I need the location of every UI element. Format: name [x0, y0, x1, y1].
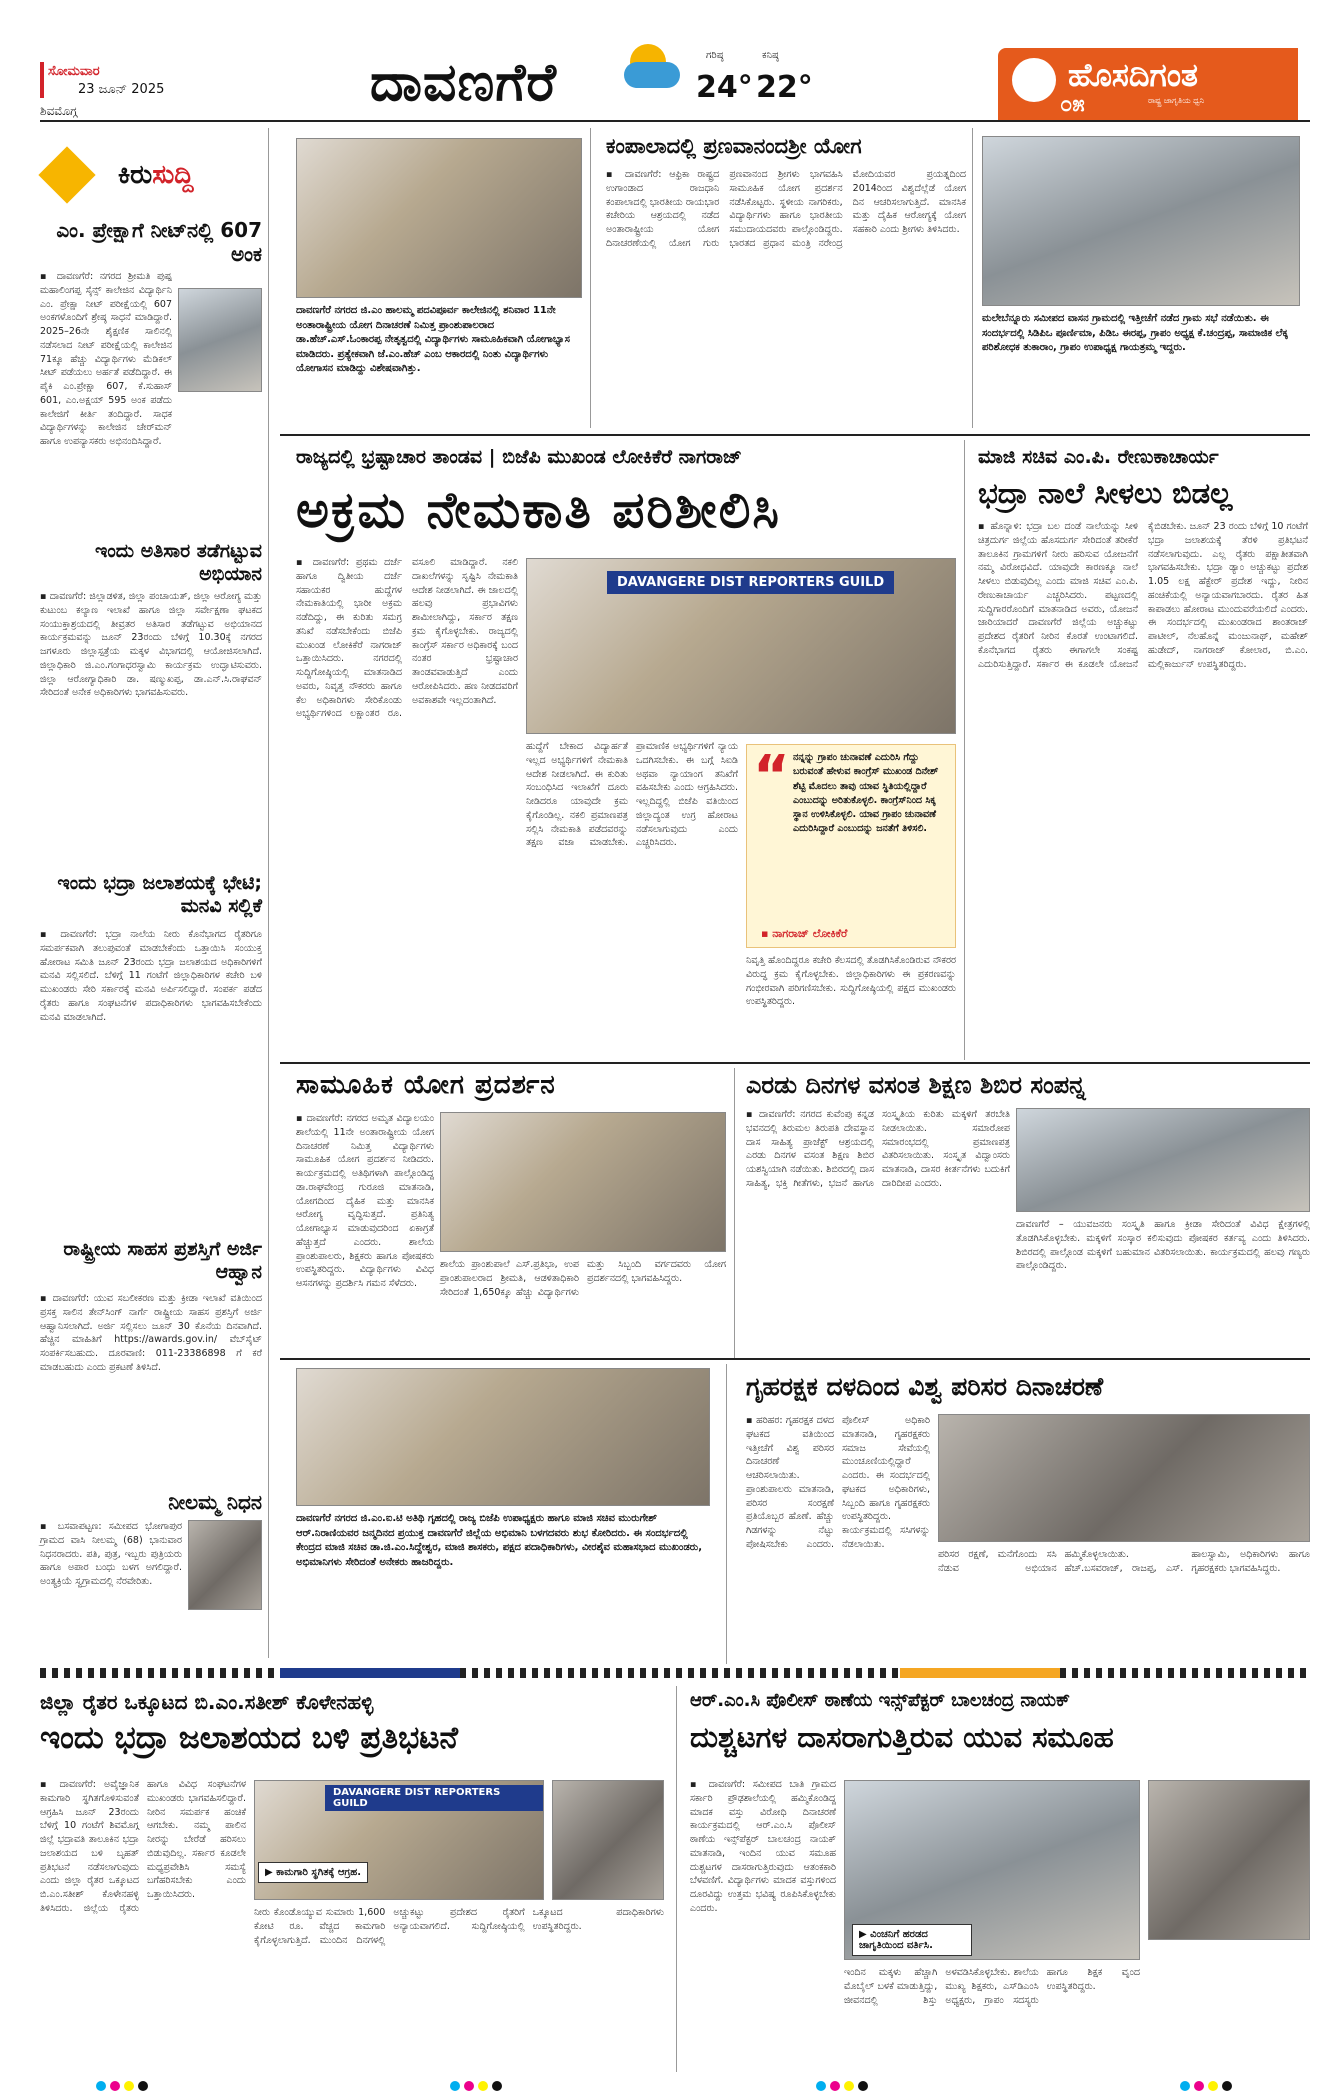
kampala-title: ಕಂಪಾಲಾದಲ್ಲಿ ಪ್ರಣವಾನಂದಶ್ರೀ ಯೋಗ: [606, 134, 862, 158]
section-rule: [280, 434, 1310, 436]
police-photo-label: ▶ ವಿಂಚನಿಗೆ ಹರಡದ ಜಾಗೃತಿಯಿಂದ ವರ್ತಿಸಿ.: [852, 1924, 972, 1956]
lamp-icon: [1012, 58, 1056, 102]
page-title: ದಾವಣಗೆರೆ: [370, 52, 558, 113]
print-registration-marks: [450, 2076, 506, 2095]
gram-sabha-photo: [982, 136, 1300, 306]
decor-bar-blue: [280, 1668, 460, 1678]
birthday-photo: [296, 1368, 710, 1506]
story-body: ▪ ದಾವಣಗೆರೆ: ಯುವ ಸಬಲೀಕರಣ ಮತ್ತು ಕ್ರೀಡಾ ಇಲಾಖೆ ವತಿಯಿಂದ ಪ್ರಸಕ್ತ ಸಾಲಿನ ತೇನ್‌ಸಿಂಗ್ ನಾರ್ಗೆ ರಾಷ್ಟ್ರೀಯ ಸಾಹಸ ಪ್ರಶಸ್ತಿಗೆ ಅರ್ಜಿ ಆಹ್ವಾನಿಸಲಾಗಿದೆ. ಅರ್ಜಿ ಸಲ್ಲಿಸಲು ಜೂನ್ 30 ಕೊನೆಯ ದಿನವಾಗಿದೆ. ಹೆಚ್ಚಿನ ಮಾಹಿತಿಗೆ https://awards.gov.in/ ವೆಬ್‌ಸೈಟ್ ಸಂಪರ್ಕಿಸಬಹುದು. ದೂರವಾಣಿ: 011-23386898 ಗೆ ಕರೆ ಮಾಡಬಹುದು ಎಂದು ಪ್ರಕಟಣೆ ತಿಳಿಸಿದೆ.: [40, 1293, 262, 1373]
farmers-body-2: ನೀರು ಕೊಂಡೊಯ್ಯುವ ಸುಮಾರು 1,600 ಕೋಟಿ ರೂ. ವೆಚ್ಚದ ಕಾಮಗಾರಿ ಕೈಗೊಳ್ಳಲಾಗುತ್ತಿದೆ. ಮುಂದಿನ ದಿನಗಳಲ್ಲಿ ಅಚ್ಚುಕಟ್ಟು ಪ್ರದೇಶದ ರೈತರಿಗೆ ಅನ್ಯಾಯವಾಗಲಿದೆ. ಸುದ್ದಿಗೋಷ್ಠಿಯಲ್ಲಿ ಒಕ್ಕೂಟದ ಪದಾಧಿಕಾರಿಗಳು ಉಪಸ್ಥಿತರಿದ್ದರು.: [254, 1907, 664, 1946]
column-divider: [734, 1068, 735, 1358]
column-divider: [726, 1364, 727, 1664]
decor-stripe: [460, 1668, 900, 1678]
header-rule: [40, 120, 1310, 122]
yoga-caption: ದಾವಣಗೆರೆ ನಗರದ ಜಿ.ಎಂ ಹಾಲಮ್ಮ ಪದವಿಪೂರ್ವ ಕಾಲೇಜಿನಲ್ಲಿ ಶನಿವಾರ 11ನೇ ಅಂತಾರಾಷ್ಟ್ರೀಯ ಯೋಗ ದಿನಾಚರಣೆ ನಿಮಿತ್ತ ಪ್ರಾಂಶುಪಾಲರಾದ ಡಾ.ಹೆಚ್.ಎಸ್.ಓಂಕಾರಪ್ಪ ನೇತೃತ್ವದಲ್ಲಿ ವಿದ್ಯಾರ್ಥಿಗಳು ಸಾಮೂಹಿಕವಾಗಿ ಯೋಗಾಭ್ಯಾಸ ಮಾಡಿದರು. ಪ್ರತ್ಯೇಕವಾಗಿ ಜೆ.ಎಂ.ಹೆಚ್ ಎಂಬ ಆಕಾರದಲ್ಲಿ ನಿಂತು ವಿದ್ಯಾರ್ಥಿಗಳು ಯೋಗಾಸನ ಮಾಡಿದ್ದು ವಿಶೇಷವಾಗಿತ್ತು.: [296, 305, 570, 374]
lead-body: ನಿವೃತ್ತಿ ಹೊಂದಿದ್ದರೂ ಕಚೇರಿ ಕೆಲಸದಲ್ಲಿ ತೊಡಗಿಸಿಕೊಂಡಿರುವ ನೌಕರರ ವಿರುದ್ಧ ಕ್ರಮ ಕೈಗೊಳ್ಳಬೇಕು. ಜಿಲ್ಲಾಧಿಕಾರಿಗಳು ಈ ಪ್ರಕರಣವನ್ನು ಗಂಭೀರವಾಗಿ ಪರಿಗಣಿಸಬೇಕು. ಸುದ್ದಿಗೋಷ್ಠಿಯಲ್ಲಿ ಪಕ್ಷದ ಮುಖಂಡರು ಉಪಸ್ಥಿತರಿದ್ದರು.: [746, 955, 956, 1008]
masthead: [0, 0, 1339, 120]
camp-title: ಎರಡು ದಿನಗಳ ವಸಂತ ಶಿಕ್ಷಣ ಶಿಬಿರ ಸಂಪನ್ನ: [746, 1070, 1086, 1099]
lead-body: ಹುದ್ದೆಗೆ ಬೇಕಾದ ವಿದ್ಯಾರ್ಹತೆ ಇಲ್ಲದ ಅಭ್ಯರ್ಥಿಗಳಿಗೆ ನೇಮಕಾತಿ ಆದೇಶ ನೀಡಲಾಗಿದೆ. ಈ ಕುರಿತು ಸಂಬಂಧಿಸಿದ ಇಲಾಖೆಗೆ ದೂರು ನೀಡಿದರೂ ಯಾವುದೇ ಕ್ರಮ ಕೈಗೊಂಡಿಲ್ಲ. ನಕಲಿ ಪ್ರಮಾಣಪತ್ರ ಸಲ್ಲಿಸಿ ನೇಮಕಾತಿ ಪಡೆದವರನ್ನು ತಕ್ಷಣ ವಜಾ ಮಾಡಬೇಕು. ಪ್ರಾಮಾಣಿಕ ಅಭ್ಯರ್ಥಿಗಳಿಗೆ ನ್ಯಾಯ ಒದಗಿಸಬೇಕು. ಈ ಬಗ್ಗೆ ಸಿಐಡಿ ಅಥವಾ ನ್ಯಾಯಾಂಗ ತನಿಖೆಗೆ ವಹಿಸಬೇಕು ಎಂದು ಆಗ್ರಹಿಸಿದರು. ಇಲ್ಲದಿದ್ದಲ್ಲಿ ಬಿಜೆಪಿ ವತಿಯಿಂದ ಜಿಲ್ಲಾದ್ಯಂತ ಉಗ್ರ ಹೋರಾಟ ನಡೆಸಲಾಗುವುದು ಎಂದು ಎಚ್ಚರಿಸಿದರು.: [526, 741, 738, 849]
decor-stripe: [40, 1668, 280, 1678]
print-registration-marks: [1180, 2076, 1236, 2095]
kiru-suddi-logo: [40, 148, 260, 204]
mass-yoga-title: ಸಾಮೂಹಿಕ ಯೋಗ ಪ್ರದರ್ಶನ: [296, 1070, 556, 1100]
cloud-icon: [624, 62, 680, 88]
env-body: ▪ ಹರಿಹರ: ಗೃಹರಕ್ಷಕ ದಳದ ಘಟಕದ ವತಿಯಿಂದ ಇತ್ತೀಚೆಗೆ ವಿಶ್ವ ಪರಿಸರ ದಿನಾಚರಣೆ ಆಚರಿಸಲಾಯಿತು. ಪ್ರಾಂಶುಪಾಲರು ಮಾತನಾಡಿ, ಪರಿಸರ ಸಂರಕ್ಷಣೆ ಪ್ರತಿಯೊಬ್ಬರ ಹೊಣೆ. ಹೆಚ್ಚು ಗಿಡಗಳನ್ನು ನೆಟ್ಟು ಪೋಷಿಸಬೇಕು ಎಂದರು. ಪೊಲೀಸ್ ಅಧಿಕಾರಿ ಮಾತನಾಡಿ, ಗೃಹರಕ್ಷಕರು ಸಮಾಜ ಸೇವೆಯಲ್ಲಿ ಮುಂಚೂಣಿಯಲ್ಲಿದ್ದಾರೆ ಎಂದರು. ಈ ಸಂದರ್ಭದಲ್ಲಿ ಘಟಕದ ಅಧಿಕಾರಿಗಳು, ಸಿಬ್ಬಂದಿ ಹಾಗೂ ಗೃಹರಕ್ಷಕರು ಉಪಸ್ಥಿತರಿದ್ದರು. ಕಾರ್ಯಕ್ರಮದಲ್ಲಿ ಸಸಿಗಳನ್ನು ನೆಡಲಾಯಿತು.: [746, 1415, 930, 1550]
renuka-headline: ಭದ್ರಾ ನಾಲೆ ಸೀಳಲು ಬಿಡಲ್ಲ: [978, 476, 1233, 510]
obituary-body: ▪ ಬಸವಾಪಟ್ಟಣ: ಸಮೀಪದ ಭೋಗಾಪುರ ಗ್ರಾಮದ ವಾಸಿ ನೀಲಮ್ಮ (68) ಭಾನುವಾರ ನಿಧನರಾದರು. ಪತಿ, ಪುತ್ರ, ಇಬ್ಬರು ಪುತ್ರಿಯರು ಹಾಗೂ ಅಪಾರ ಬಂಧು ಬಳಗ ಅಗಲಿದ್ದಾರೆ. ಅಂತ್ಯಕ್ರಿಯೆ ಸ್ವಗ್ರಾಮದಲ್ಲಿ ನೆರವೇರಿತು.: [40, 1521, 182, 1588]
yoga-photo: [296, 138, 582, 298]
lead-kicker: ರಾಜ್ಯದಲ್ಲಿ ಭ್ರಷ್ಟಾಚಾರ ತಾಂಡವ | ಬಿಜೆಪಿ ಮುಖಂಡ ಲೋಕಿಕೆರೆ ನಾಗರಾಜ್: [296, 446, 742, 468]
pointing-hand-icon: [38, 146, 95, 203]
reporters-guild-banner: DAVANGERE DIST REPORTERS GUILD: [325, 1785, 543, 1811]
section-rule: [280, 1062, 1310, 1064]
reporters-guild-banner: DAVANGERE DIST REPORTERS GUILD: [607, 571, 894, 594]
print-registration-marks: [816, 2076, 872, 2095]
story-title: ಎಂ. ಪ್ರೇಕ್ಷಾಗೆ ನೀಟ್‌ನಲ್ಲಿ 607 ಅಂಕ: [56, 218, 262, 266]
kiru-label: ಕಿರು: [118, 160, 153, 190]
story-body: ▪ ದಾವಣಗೆರೆ: ಜಿಲ್ಲಾಡಳಿತ, ಜಿಲ್ಲಾ ಪಂಚಾಯತ್, ಜಿಲ್ಲಾ ಆರೋಗ್ಯ ಮತ್ತು ಕುಟುಂಬ ಕಲ್ಯಾಣ ಇಲಾಖೆ ಹಾಗೂ ಜಿಲ್ಲಾ ಸರ್ವೇಕ್ಷಣಾ ಘಟಕದ ಸಂಯುಕ್ತಾಶ್ರಯದಲ್ಲಿ ತೀವ್ರತರ ಅತಿಸಾರ ತಡೆಗಟ್ಟುವ ಅಭಿಯಾನದ ಕಾರ್ಯಕ್ರಮವನ್ನು ಜೂನ್ 23ರಂದು ಬೆಳಿಗ್ಗೆ 10.30ಕ್ಕೆ ನಗರದ ಜಗಳೂರು ಜಿಲ್ಲಾಸ್ಪತ್ರೆಯ ಮಕ್ಕಳ ವಿಭಾಗದಲ್ಲಿ ಆಯೋಜಿಸಲಾಗಿದೆ. ಜಿಲ್ಲಾಧಿಕಾರಿ ಜಿ.ಎಂ.ಗಂಗಾಧರಸ್ವಾಮಿ ಕಾರ್ಯಕ್ರಮ ಉದ್ಘಾಟಿಸುವರು. ಜಿಲ್ಲಾ ಆರೋಗ್ಯಾಧಿಕಾರಿ ಡಾ. ಷಣ್ಮುಖಪ್ಪ, ಡಾ.ಎನ್.ಸಿ.ರಾಘವನ್ ಸೇರಿದಂತೆ ಅನೇಕ ಅಧಿಕಾರಿಗಳು ಭಾಗವಹಿಸುವರು.: [40, 591, 262, 699]
min-temp: 22°: [756, 70, 813, 105]
page-number: ೦೫: [1060, 92, 1085, 117]
gram-sabha-caption: ಮಲೇಬೆನ್ನೂರು ಸಮೀಪದ ವಾಸನ ಗ್ರಾಮದಲ್ಲಿ ಇತ್ತೀಚೆಗೆ ನಡೆದ ಗ್ರಾಮ ಸಭೆ ನಡೆಯಿತು. ಈ ಸಂದರ್ಭದಲ್ಲಿ ಸಿಡಿಪಿಒ ಪೂರ್ಣಿಮಾ, ಪಿಡಿಒ ಈರಪ್ಪ, ಗ್ರಾಪಂ ಅಧ್ಯಕ್ಷ ಕೆ.ಚಂದ್ರಪ್ಪ, ಸಾಮಾಜಿಕ ಲೆಕ್ಕ ಪರಿಶೋಧಕ ತುಕಾರಾಂ, ಗ್ರಾಪಂ ಉಪಾಧ್ಯಕ್ಷ ಗಾಯತ್ರಮ್ಮ ಇದ್ದರು.: [982, 313, 1288, 353]
print-registration-marks: [96, 2076, 152, 2095]
suddi-label: ಸುದ್ದಿ: [152, 160, 194, 190]
column-divider: [964, 440, 965, 1060]
max-temp: 24°: [696, 70, 753, 105]
story-title: ಇಂದು ಭದ್ರಾ ಜಲಾಶಯಕ್ಕೆ ಭೇಟಿ; ಮನವಿ ಸಲ್ಲಿಕೆ: [57, 872, 262, 917]
max-temp-label: ಗರಿಷ್ಠ: [706, 50, 724, 61]
camp-photo: [1016, 1108, 1310, 1212]
column-divider: [268, 128, 269, 1658]
kampala-body: ▪ ದಾವಣಗೆರೆ: ಆಫ್ರಿಕಾ ರಾಷ್ಟ್ರದ ಉಗಾಂಡಾದ ರಾಜಧಾನಿ ಕಂಪಾಲಾದಲ್ಲಿ ಭಾರತೀಯ ರಾಯಭಾರ ಕಚೇರಿಯ ಆಶ್ರಯದಲ್ಲಿ ನಡೆದ ಅಂತಾರಾಷ್ಟ್ರೀಯ ಯೋಗ ದಿನಾಚರಣೆಯಲ್ಲಿ ಯೋಗ ಗುರು ಪ್ರಣವಾನಂದ ಶ್ರೀಗಳು ಭಾಗವಹಿಸಿ ಸಾಮೂಹಿಕ ಯೋಗ ಪ್ರದರ್ಶನ ನಡೆಸಿಕೊಟ್ಟರು. ಸ್ಥಳೀಯ ನಾಗರಿಕರು, ವಿದ್ಯಾರ್ಥಿಗಳು ಹಾಗೂ ಭಾರತೀಯ ಸಮುದಾಯದವರು ಪಾಲ್ಗೊಂಡಿದ್ದರು. ಭಾರತದ ಪ್ರಧಾನ ಮಂತ್ರಿ ನರೇಂದ್ರ ಮೋದಿಯವರ ಪ್ರಯತ್ನದಿಂದ 2014ರಿಂದ ವಿಶ್ವದೆಲ್ಲೆಡೆ ಯೋಗ ದಿನ ಆಚರಿಸಲಾಗುತ್ತಿದೆ. ಮಾನಸಿಕ ಮತ್ತು ದೈಹಿಕ ಆರೋಗ್ಯಕ್ಕೆ ಯೋಗ ಸಹಕಾರಿ ಎಂದು ಶ್ರೀಗಳು ತಿಳಿಸಿದರು.: [606, 169, 966, 249]
farmers-photo-2: [552, 1780, 664, 1900]
pull-quote: [746, 744, 956, 948]
mass-yoga-body: ▪ ದಾವಣಗೆರೆ: ನಗರದ ಅಮೃತ ವಿದ್ಯಾಲಯಂ ಶಾಲೆಯಲ್ಲಿ 11ನೇ ಅಂತಾರಾಷ್ಟ್ರೀಯ ಯೋಗ ದಿನಾಚರಣೆ ನಿಮಿತ್ತ ವಿದ್ಯಾರ್ಥಿಗಳು ಸಾಮೂಹಿಕ ಯೋಗ ಪ್ರದರ್ಶನ ನೀಡಿದರು. ಕಾರ್ಯಕ್ರಮದಲ್ಲಿ ಅತಿಥಿಗಳಾಗಿ ಪಾಲ್ಗೊಂಡಿದ್ದ ಡಾ.ರಾಘವೇಂದ್ರ ಗುರೂಜಿ ಮಾತನಾಡಿ, ಯೋಗದಿಂದ ದೈಹಿಕ ಮತ್ತು ಮಾನಸಿಕ ಆರೋಗ್ಯ ವೃದ್ಧಿಸುತ್ತದೆ. ಪ್ರತಿನಿತ್ಯ ಯೋಗಾಭ್ಯಾಸ ಮಾಡುವುದರಿಂದ ಏಕಾಗ್ರತೆ ಹೆಚ್ಚುತ್ತದೆ ಎಂದರು. ಶಾಲೆಯ ಪ್ರಾಂಶುಪಾಲರು, ಶಿಕ್ಷಕರು ಹಾಗೂ ಪೋಷಕರು ಉಪಸ್ಥಿತರಿದ್ದರು. ವಿದ್ಯಾರ್ಥಿಗಳು ವಿವಿಧ ಆಸನಗಳನ್ನು ಪ್ರದರ್ಶಿಸಿ ಗಮನ ಸೆಳೆದರು.: [296, 1113, 434, 1290]
lead-headline: ಅಕ್ರಮ ನೇಮಕಾತಿ ಪರಿಶೀಲಿಸಿ: [296, 480, 781, 539]
renuka-body: ▪ ಹೊನ್ನಾಳಿ: ಭದ್ರಾ ಬಲ ದಂಡೆ ನಾಲೆಯನ್ನು ಸೀಳಿ ಚಿತ್ರದುರ್ಗ ಜಿಲ್ಲೆಯ ಹೊಸದುರ್ಗ ಸೇರಿದಂತೆ ತರೀಕೆರೆ ತಾಲೂಕಿನ ಗ್ರಾಮಗಳಿಗೆ ನೀರು ಹರಿಸುವ ಯೋಜನೆಗೆ ನಮ್ಮ ವಿರೋಧವಿದೆ. ಯಾವುದೇ ಕಾರಣಕ್ಕೂ ನಾಲೆ ಸೀಳಲು ಬಿಡುವುದಿಲ್ಲ ಎಂದು ಮಾಜಿ ಸಚಿವ ಎಂ.ಪಿ. ರೇಣುಕಾಚಾರ್ಯ ಎಚ್ಚರಿಸಿದರು. ಪಟ್ಟಣದಲ್ಲಿ ಸುದ್ದಿಗಾರರೊಂದಿಗೆ ಮಾತನಾಡಿದ ಅವರು, ಯೋಜನೆ ಜಾರಿಯಾದರೆ ದಾವಣಗೆರೆ ಜಿಲ್ಲೆಯ ಅಚ್ಚುಕಟ್ಟು ಪ್ರದೇಶದ ರೈತರಿಗೆ ನೀರಿನ ಕೊರತೆ ಉಂಟಾಗಲಿದೆ. ಕೊನೆಭಾಗದ ರೈತರು ಈಗಾಗಲೇ ಸಂಕಷ್ಟ ಎದುರಿಸುತ್ತಿದ್ದಾರೆ. ಸರ್ಕಾರ ಈ ಕೂಡಲೇ ಯೋಜನೆ ಕೈಬಿಡಬೇಕು. ಜೂನ್ 23 ರಂದು ಬೆಳಿಗ್ಗೆ 10 ಗಂಟೆಗೆ ಭದ್ರಾ ಜಲಾಶಯಕ್ಕೆ ತೆರಳಿ ಪ್ರತಿಭಟನೆ ನಡೆಸಲಾಗುವುದು. ಎಲ್ಲ ರೈತರು ಪಕ್ಷಾತೀತವಾಗಿ ಭಾಗವಹಿಸಬೇಕು. ಭದ್ರಾ ಡ್ಯಾಂ ಅಚ್ಚುಕಟ್ಟು ಪ್ರದೇಶ 1.05 ಲಕ್ಷ ಹೆಕ್ಟೇರ್ ಪ್ರದೇಶ ಇದ್ದು, ನೀರಿನ ಹಂಚಿಕೆಯಲ್ಲಿ ಅನ್ಯಾಯವಾಗಬಾರದು. ರೈತರ ಹಿತ ಕಾಪಾಡಲು ಹೋರಾಟ ಮುಂದುವರೆಯಲಿದೆ ಎಂದರು. ಈ ಸಂದರ್ಭದಲ್ಲಿ ಮುಖಂಡರಾದ ಶಾಂತರಾಜ್ ಪಾಟೀಲ್, ನೆಲಹೊನ್ನೆ ಮಂಜುನಾಥ್, ಮಹೇಶ್ ಹುಡೇದ್, ನಾಗರಾಜ್ ಕೋಲಾರ, ಬಿ.ಎಂ. ಮಲ್ಲಿಕಾರ್ಜುನ್ ಉಪಸ್ಥಿತರಿದ್ದರು.: [978, 521, 1308, 670]
quote-attribution: ▪ ನಾಗರಾಜ್ ಲೋಕಿಕೆರೆ: [761, 927, 848, 940]
quote-mark-icon: “: [753, 744, 790, 809]
police-body-2: ಇಂದಿನ ಮಕ್ಕಳು ಹೆಚ್ಚಾಗಿ ಮೊಬೈಲ್ ಬಳಕೆ ಮಾಡುತ್ತಿದ್ದು, ಜೀವನದಲ್ಲಿ ಶಿಸ್ತು ಅಳವಡಿಸಿಕೊಳ್ಳಬೇಕು. ಶಾಲೆಯ ಮುಖ್ಯ ಶಿಕ್ಷಕರು, ಎಸ್‌ಡಿಎಂಸಿ ಅಧ್ಯಕ್ಷರು, ಗ್ರಾಪಂ ಸದಸ್ಯರು ಹಾಗೂ ಶಿಕ್ಷಕ ವೃಂದ ಉಪಸ್ಥಿತರಿದ್ದರು.: [844, 1967, 1140, 2006]
press-meet-photo: [526, 558, 956, 734]
issue-date: 23 ಜೂನ್ 2025: [78, 82, 165, 97]
police-photo-2: [1148, 1780, 1310, 1940]
min-temp-label: ಕನಿಷ್ಠ: [762, 50, 779, 61]
section-rule: [280, 1358, 1310, 1360]
story-body: ▪ ದಾವಣಗೆರೆ: ನಗರದ ಶ್ರೀಮತಿ ಪುಷ್ಪ ಮಹಾಲಿಂಗಪ್ಪ ಸೈನ್ಸ್ ಕಾಲೇಜಿನ ವಿದ್ಯಾರ್ಥಿನಿ ಎಂ. ಪ್ರೇಕ್ಷಾ ನೀಟ್ ಪರೀಕ್ಷೆಯಲ್ಲಿ 607 ಅಂಕಗಳೊಂದಿಗೆ ಶ್ರೇಷ್ಠ ಸಾಧನೆ ಮಾಡಿದ್ದಾರೆ. 2025–26ನೇ ಶೈಕ್ಷಣಿಕ ಸಾಲಿನಲ್ಲಿ ನಡೆಸಲಾದ ನೀಟ್ ಪರೀಕ್ಷೆಯಲ್ಲಿ ಕಾಲೇಜಿನ 71ಕ್ಕೂ ಹೆಚ್ಚು ವಿದ್ಯಾರ್ಥಿಗಳು ಮೆಡಿಕಲ್ ಸೀಟ್ ಪಡೆಯಲು ಅರ್ಹತೆ ಪಡೆದಿದ್ದಾರೆ. ಈ ಪೈಕಿ ಎಂ.ಪ್ರೇಕ್ಷಾ 607, ಕೆ.ಸುಹಾಸ್ 601, ಎಂ.ಅಕ್ಷಯ್ 595 ಅಂಕ ಪಡೆದು ಕಾಲೇಜಿಗೆ ಕೀರ್ತಿ ತಂದಿದ್ದಾರೆ. ಸಾಧಕ ವಿದ್ಯಾರ್ಥಿಗಳನ್ನು ಕಾಲೇಜಿನ ಚೇರ್‌ಮನ್ ಹಾಗೂ ಉಪನ್ಯಾಸಕರು ಅಭಿನಂದಿಸಿದ್ದಾರೆ.: [40, 271, 172, 448]
story-body: ▪ ದಾವಣಗೆರೆ: ಭದ್ರಾ ನಾಲೆಯ ನೀರು ಕೊನೆಭಾಗದ ರೈತರಿಗೂ ಸಮರ್ಪಕವಾಗಿ ತಲುಪುವಂತೆ ಮಾಡಬೇಕೆಂದು ಒತ್ತಾಯಿಸಿ ಸಂಯುಕ್ತ ಹೋರಾಟ ಸಮಿತಿ ಜೂನ್ 23ರಂದು ಭದ್ರಾ ಜಲಾಶಯದ ಅಧಿಕಾರಿಗಳಿಗೆ ಮನವಿ ಸಲ್ಲಿಸಲಿದೆ. ಬೆಳಿಗ್ಗೆ 11 ಗಂಟೆಗೆ ಜಿಲ್ಲಾಧಿಕಾರಿಗಳ ಕಚೇರಿ ಬಳಿ ಮುಖಂಡರು ಸೇರಿ ಸರ್ಕಾರಕ್ಕೆ ಮನವಿ ಅರ್ಪಿಸಲಿದ್ದಾರೆ. ಸಂಪರ್ಕ ಪಡೆದ ರೈತರು ಹಾಗೂ ಸಂಘಟನೆಗಳ ಪದಾಧಿಕಾರಿಗಳು ಭಾಗವಹಿಸಬೇಕೆಂದು ಮನವಿ ಮಾಡಲಾಗಿದೆ.: [40, 929, 262, 1023]
newspaper-tagline: ರಾಷ್ಟ್ರ ಜಾಗೃತಿಯ ಧ್ವನಿ: [1148, 96, 1205, 105]
edition-city: ಶಿವಮೊಗ್ಗ: [40, 104, 78, 118]
env-body-2: ಪರಿಸರ ರಕ್ಷಣೆ, ಮನೆಗೊಂದು ಸಸಿ ನೆಡುವ ಅಭಿಯಾನ ಹಮ್ಮಿಕೊಳ್ಳಲಾಯಿತು. ಹೆಚ್.ಬಸವರಾಜ್, ರಾಜಪ್ಪ, ಎಸ್. ಹಾಲಸ್ವಾಮಿ, ಅಧಿಕಾರಿಗಳು ಹಾಗೂ ಗೃಹರಕ್ಷಕರು ಭಾಗವಹಿಸಿದ್ದರು.: [938, 1549, 1310, 1574]
newspaper-name: ಹೊಸದಿಗಂತ: [1068, 56, 1198, 94]
column-divider: [590, 128, 591, 428]
farmers-kicker: ಜಿಲ್ಲಾ ರೈತರ ಒಕ್ಕೂಟದ ಬಿ.ಎಂ.ಸತೀಶ್ ಕೊಳೇನಹಳ್ಳಿ: [40, 1690, 374, 1714]
police-body: ▪ ದಾವಣಗೆರೆ: ಸಮೀಪದ ಬಾತಿ ಗ್ರಾಮದ ಸರ್ಕಾರಿ ಪ್ರೌಢಶಾಲೆಯಲ್ಲಿ ಹಮ್ಮಿಕೊಂಡಿದ್ದ ಮಾದಕ ವಸ್ತು ವಿರೋಧಿ ದಿನಾಚರಣೆ ಕಾರ್ಯಕ್ರಮದಲ್ಲಿ ಆರ್.ಎಂ.ಸಿ ಪೊಲೀಸ್ ಠಾಣೆಯ ಇನ್ಸ್‌ಪೆಕ್ಟರ್ ಬಾಲಚಂದ್ರ ನಾಯಕ್ ಮಾತನಾಡಿ, ಇಂದಿನ ಯುವ ಸಮೂಹ ದುಶ್ಚಟಗಳ ದಾಸರಾಗುತ್ತಿರುವುದು ಆತಂಕಕಾರಿ ಬೆಳವಣಿಗೆ. ವಿದ್ಯಾರ್ಥಿಗಳು ಮಾದಕ ವಸ್ತುಗಳಿಂದ ದೂರವಿದ್ದು ಉತ್ತಮ ಭವಿಷ್ಯ ರೂಪಿಸಿಕೊಳ್ಳಬೇಕು ಎಂದರು.: [690, 1779, 836, 1914]
env-title: ಗೃಹರಕ್ಷಕ ದಳದಿಂದ ವಿಶ್ವ ಪರಿಸರ ದಿನಾಚರಣೆ: [746, 1372, 1104, 1401]
lead-body: ▪ ದಾವಣಗೆರೆ: ಪ್ರಥಮ ದರ್ಜೆ ಹಾಗೂ ದ್ವಿತೀಯ ದರ್ಜೆ ಸಹಾಯಕರ ಹುದ್ದೆಗಳ ನೇಮಕಾತಿಯಲ್ಲಿ ಭಾರೀ ಅಕ್ರಮ ನಡೆದಿದ್ದು, ಈ ಕುರಿತು ಸಮಗ್ರ ತನಿಖೆ ನಡೆಸಬೇಕೆಂದು ಬಿಜೆಪಿ ಮುಖಂಡ ಲೋಕಿಕೆರೆ ನಾಗರಾಜ್ ಒತ್ತಾಯಿಸಿದರು. ನಗರದಲ್ಲಿ ಸುದ್ದಿಗೋಷ್ಠಿಯಲ್ಲಿ ಮಾತನಾಡಿದ ಅವರು, ನಿವೃತ್ತ ನೌಕರರು ಹಾಗೂ ಕೆಲ ಅಧಿಕಾರಿಗಳು ಸೇರಿಕೊಂಡು ಅಭ್ಯರ್ಥಿಗಳಿಂದ ಲಕ್ಷಾಂತರ ರೂ. ವಸೂಲಿ ಮಾಡಿದ್ದಾರೆ. ನಕಲಿ ದಾಖಲೆಗಳನ್ನು ಸೃಷ್ಟಿಸಿ ನೇಮಕಾತಿ ಆದೇಶ ನೀಡಲಾಗಿದೆ. ಈ ಜಾಲದಲ್ಲಿ ಹಲವು ಪ್ರಭಾವಿಗಳು ಶಾಮೀಲಾಗಿದ್ದು, ಸರ್ಕಾರ ತಕ್ಷಣ ಕ್ರಮ ಕೈಗೊಳ್ಳಬೇಕು. ರಾಜ್ಯದಲ್ಲಿ ಕಾಂಗ್ರೆಸ್ ಸರ್ಕಾರ ಅಧಿಕಾರಕ್ಕೆ ಬಂದ ನಂತರ ಭ್ರಷ್ಟಾಚಾರ ತಾಂಡವವಾಡುತ್ತಿದೆ ಎಂದು ಆರೋಪಿಸಿದರು. ಹಣ ನೀಡದವರಿಗೆ ಅವಕಾಶವೇ ಇಲ್ಲದಂತಾಗಿದೆ.: [296, 557, 518, 720]
renuka-kicker: ಮಾಜಿ ಸಚಿವ ಎಂ.ಪಿ. ರೇಣುಕಾಚಾರ್ಯ: [978, 446, 1219, 468]
police-headline: ದುಶ್ಚಟಗಳ ದಾಸರಾಗುತ್ತಿರುವ ಯುವ ಸಮೂಹ: [690, 1720, 1114, 1754]
story-title: ಇಂದು ಅತಿಸಾರ ತಡೆಗಟ್ಟುವ ಅಭಿಯಾನ: [95, 540, 262, 585]
story-title: ರಾಷ್ಟ್ರೀಯ ಸಾಹಸ ಪ್ರಶಸ್ತಿಗೆ ಅರ್ಜಿ ಆಹ್ವಾನ: [63, 1238, 262, 1283]
mass-yoga-photo: [440, 1112, 726, 1252]
quote-text: ನನ್ನನ್ನು ಗ್ರಾಪಂ ಚುನಾವಣೆ ಎದುರಿಸಿ ಗೆದ್ದು ಬರುವಂತೆ ಹೇಳುವ ಕಾಂಗ್ರೆಸ್ ಮುಖಂಡ ದಿನೇಶ್ ಶೆಟ್ಟಿ ಮೊದಲು ತಾವು ಯಾವ ಸ್ಥಿತಿಯಲ್ಲಿದ್ದಾರೆ ಎಂಬುದನ್ನು ಅರಿತುಕೊಳ್ಳಲಿ. ಕಾಂಗ್ರೆಸ್‌ನಿಂದ ಸಿಕ್ಕ ಸ್ಥಾನ ಉಳಿಸಿಕೊಳ್ಳಲಿ. ಯಾವ ಗ್ರಾಪಂ ಚುನಾವಣೆ ಎದುರಿಸಿದ್ದಾರೆ ಎಂಬುದನ್ನು ಜನತೆಗೆ ತಿಳಿಸಲಿ.: [793, 752, 939, 835]
camp-body: ▪ ದಾವಣಗೆರೆ: ನಗರದ ಕುವೆಂಪು ಕನ್ನಡ ಭವನದಲ್ಲಿ ತಿರುಮಲ ತಿರುಪತಿ ದೇವಸ್ಥಾನ ದಾಸ ಸಾಹಿತ್ಯ ಪ್ರಾಜೆಕ್ಟ್ ಆಶ್ರಯದಲ್ಲಿ ಎರಡು ದಿನಗಳ ವಸಂತ ಶಿಕ್ಷಣ ಶಿಬಿರ ಯಶಸ್ವಿಯಾಗಿ ನಡೆಯಿತು. ಶಿಬಿರದಲ್ಲಿ ದಾಸ ಸಾಹಿತ್ಯ, ಭಕ್ತಿ ಗೀತೆಗಳು, ಭಜನೆ ಹಾಗೂ ಸಂಸ್ಕೃತಿಯ ಕುರಿತು ಮಕ್ಕಳಿಗೆ ತರಬೇತಿ ನೀಡಲಾಯಿತು. ಸಮಾರೋಪ ಸಮಾರಂಭದಲ್ಲಿ ಪ್ರಮಾಣಪತ್ರ ವಿತರಿಸಲಾಯಿತು. ಸಂಸ್ಕೃತ ವಿದ್ವಾಂಸರು ಮಾತನಾಡಿ, ದಾಸರ ಕೀರ್ತನೆಗಳು ಬದುಕಿಗೆ ದಾರಿದೀಪ ಎಂದರು.: [746, 1109, 1010, 1189]
mass-yoga-body-2: ಶಾಲೆಯ ಪ್ರಾಂಶುಪಾಲೆ ಎಸ್.ಪ್ರತಿಭಾ, ಉಪ ಪ್ರಾಂಶುಪಾಲರಾದ ಶ್ರೀಮತಿ, ಆಡಳಿತಾಧಿಕಾರಿ ಸೇರಿದಂತೆ 1,650ಕ್ಕೂ ಹೆಚ್ಚು ವಿದ್ಯಾರ್ಥಿಗಳು ಮತ್ತು ಸಿಬ್ಬಂದಿ ವರ್ಗದವರು ಯೋಗ ಪ್ರದರ್ಶನದಲ್ಲಿ ಭಾಗವಹಿಸಿದ್ದರು.: [440, 1259, 726, 1298]
farmers-headline: ಇಂದು ಭದ್ರಾ ಜಲಾಶಯದ ಬಳಿ ಪ್ರತಿಭಟನೆ: [40, 1720, 458, 1756]
env-photo: [938, 1414, 1310, 1542]
column-divider: [972, 128, 973, 428]
newspaper-logo: [998, 48, 1298, 120]
obituary-title: ನೀಲಮ್ಮ ನಿಧನ: [168, 1490, 262, 1514]
column-divider: [676, 1686, 677, 2072]
farmers-body: ▪ ದಾವಣಗೆರೆ: ಅವೈಜ್ಞಾನಿಕ ಕಾಮಗಾರಿ ಸ್ಥಗಿತಗೊಳಿಸುವಂತೆ ಆಗ್ರಹಿಸಿ ಜೂನ್ 23ರಂದು ಬೆಳಿಗ್ಗೆ 10 ಗಂಟೆಗೆ ಶಿವಮೊಗ್ಗ ಜಿಲ್ಲೆ ಭದ್ರಾವತಿ ತಾಲೂಕಿನ ಭದ್ರಾ ಜಲಾಶಯದ ಬಳಿ ಬೃಹತ್ ಪ್ರತಿಭಟನೆ ನಡೆಸಲಾಗುವುದು ಎಂದು ಜಿಲ್ಲಾ ರೈತರ ಒಕ್ಕೂಟದ ಬಿ.ಎಂ.ಸತೀಶ್ ಕೊಳೇನಹಳ್ಳಿ ತಿಳಿಸಿದರು. ಜಿಲ್ಲೆಯ ರೈತರು ಹಾಗೂ ವಿವಿಧ ಸಂಘಟನೆಗಳ ಮುಖಂಡರು ಭಾಗವಹಿಸಲಿದ್ದಾರೆ. ನೀರಿನ ಸಮರ್ಪಕ ಹಂಚಿಕೆ ಆಗಬೇಕು. ನಮ್ಮ ಪಾಲಿನ ನೀರನ್ನು ಬೇರೆಡೆ ಹರಿಸಲು ಬಿಡುವುದಿಲ್ಲ. ಸರ್ಕಾರ ಕೂಡಲೇ ಮಧ್ಯಪ್ರವೇಶಿಸಿ ಸಮಸ್ಯೆ ಬಗೆಹರಿಸಬೇಕು ಎಂದು ಒತ್ತಾಯಿಸಿದರು.: [40, 1779, 246, 1914]
birthday-caption: ದಾವಣಗೆರೆ ನಗರದ ಜಿ.ಎಂ.ಐ.ಟಿ ಅತಿಥಿ ಗೃಹದಲ್ಲಿ ರಾಜ್ಯ ಬಿಜೆಪಿ ಉಪಾಧ್ಯಕ್ಷರು ಹಾಗೂ ಮಾಜಿ ಸಚಿವ ಮುರುಗೇಶ್ ಆರ್.ನಿರಾಣಿಯವರ ಜನ್ಮದಿನದ ಪ್ರಯುಕ್ತ ದಾವಣಗೆರೆ ಜಿಲ್ಲೆಯ ಅಭಿಮಾನಿ ಬಳಗದವರು ಶುಭ ಕೋರಿದರು. ಈ ಸಂದರ್ಭದಲ್ಲಿ ಕೇಂದ್ರದ ಮಾಜಿ ಸಚಿವ ಡಾ.ಜಿ.ಎಂ.ಸಿದ್ದೇಶ್ವರ, ಮಾಜಿ ಶಾಸಕರು, ಪಕ್ಷದ ಪದಾಧಿಕಾರಿಗಳು, ವೀರಶೈವ ಮಹಾಸಭಾದ ಮುಖಂಡರು, ಅಭಿಮಾನಿಗಳು ಸೇರಿದಂತೆ ಅನೇಕರು ಹಾಜರಿದ್ದರು.: [296, 1513, 703, 1568]
day-name: ಸೋಮವಾರ: [48, 64, 100, 79]
decor-stripe: [1060, 1668, 1310, 1678]
obituary-photo: [188, 1520, 262, 1610]
date-marker: [40, 62, 44, 98]
camp-caption: ದಾವಣಗೆರೆ – ಯುವಜನರು ಸಂಸ್ಕೃತಿ ಹಾಗೂ ಕ್ರೀಡಾ ಸೇರಿದಂತೆ ವಿವಿಧ ಕ್ಷೇತ್ರಗಳಲ್ಲಿ ತೊಡಗಿಸಿಕೊಳ್ಳಬೇಕು. ಮಕ್ಕಳಿಗೆ ಸಂಸ್ಕಾರ ಕಲಿಸುವುದು ಪೋಷಕರ ಕರ್ತವ್ಯ ಎಂದು ತಿಳಿಸಿದರು. ಶಿಬಿರದಲ್ಲಿ ಪಾಲ್ಗೊಂಡ ಮಕ್ಕಳಿಗೆ ಬಹುಮಾನ ವಿತರಿಸಲಾಯಿತು. ಕಾರ್ಯಕ್ರಮದಲ್ಲಿ ಹಲವು ಗಣ್ಯರು ಪಾಲ್ಗೊಂಡಿದ್ದರು.: [1016, 1219, 1310, 1272]
farmers-photo-label: ▶ ಕಾಮಗಾರಿ ಸ್ಥಗಿತಕ್ಕೆ ಆಗ್ರಹ.: [258, 1862, 368, 1883]
decor-bar-orange: [900, 1668, 1060, 1678]
police-kicker: ಆರ್.ಎಂ.ಸಿ ಪೊಲೀಸ್ ಠಾಣೆಯ ಇನ್ಸ್‌ಪೆಕ್ಟರ್ ಬಾಲಚಂದ್ರ ನಾಯಕ್: [690, 1690, 1071, 1711]
student-photo: [178, 288, 262, 392]
